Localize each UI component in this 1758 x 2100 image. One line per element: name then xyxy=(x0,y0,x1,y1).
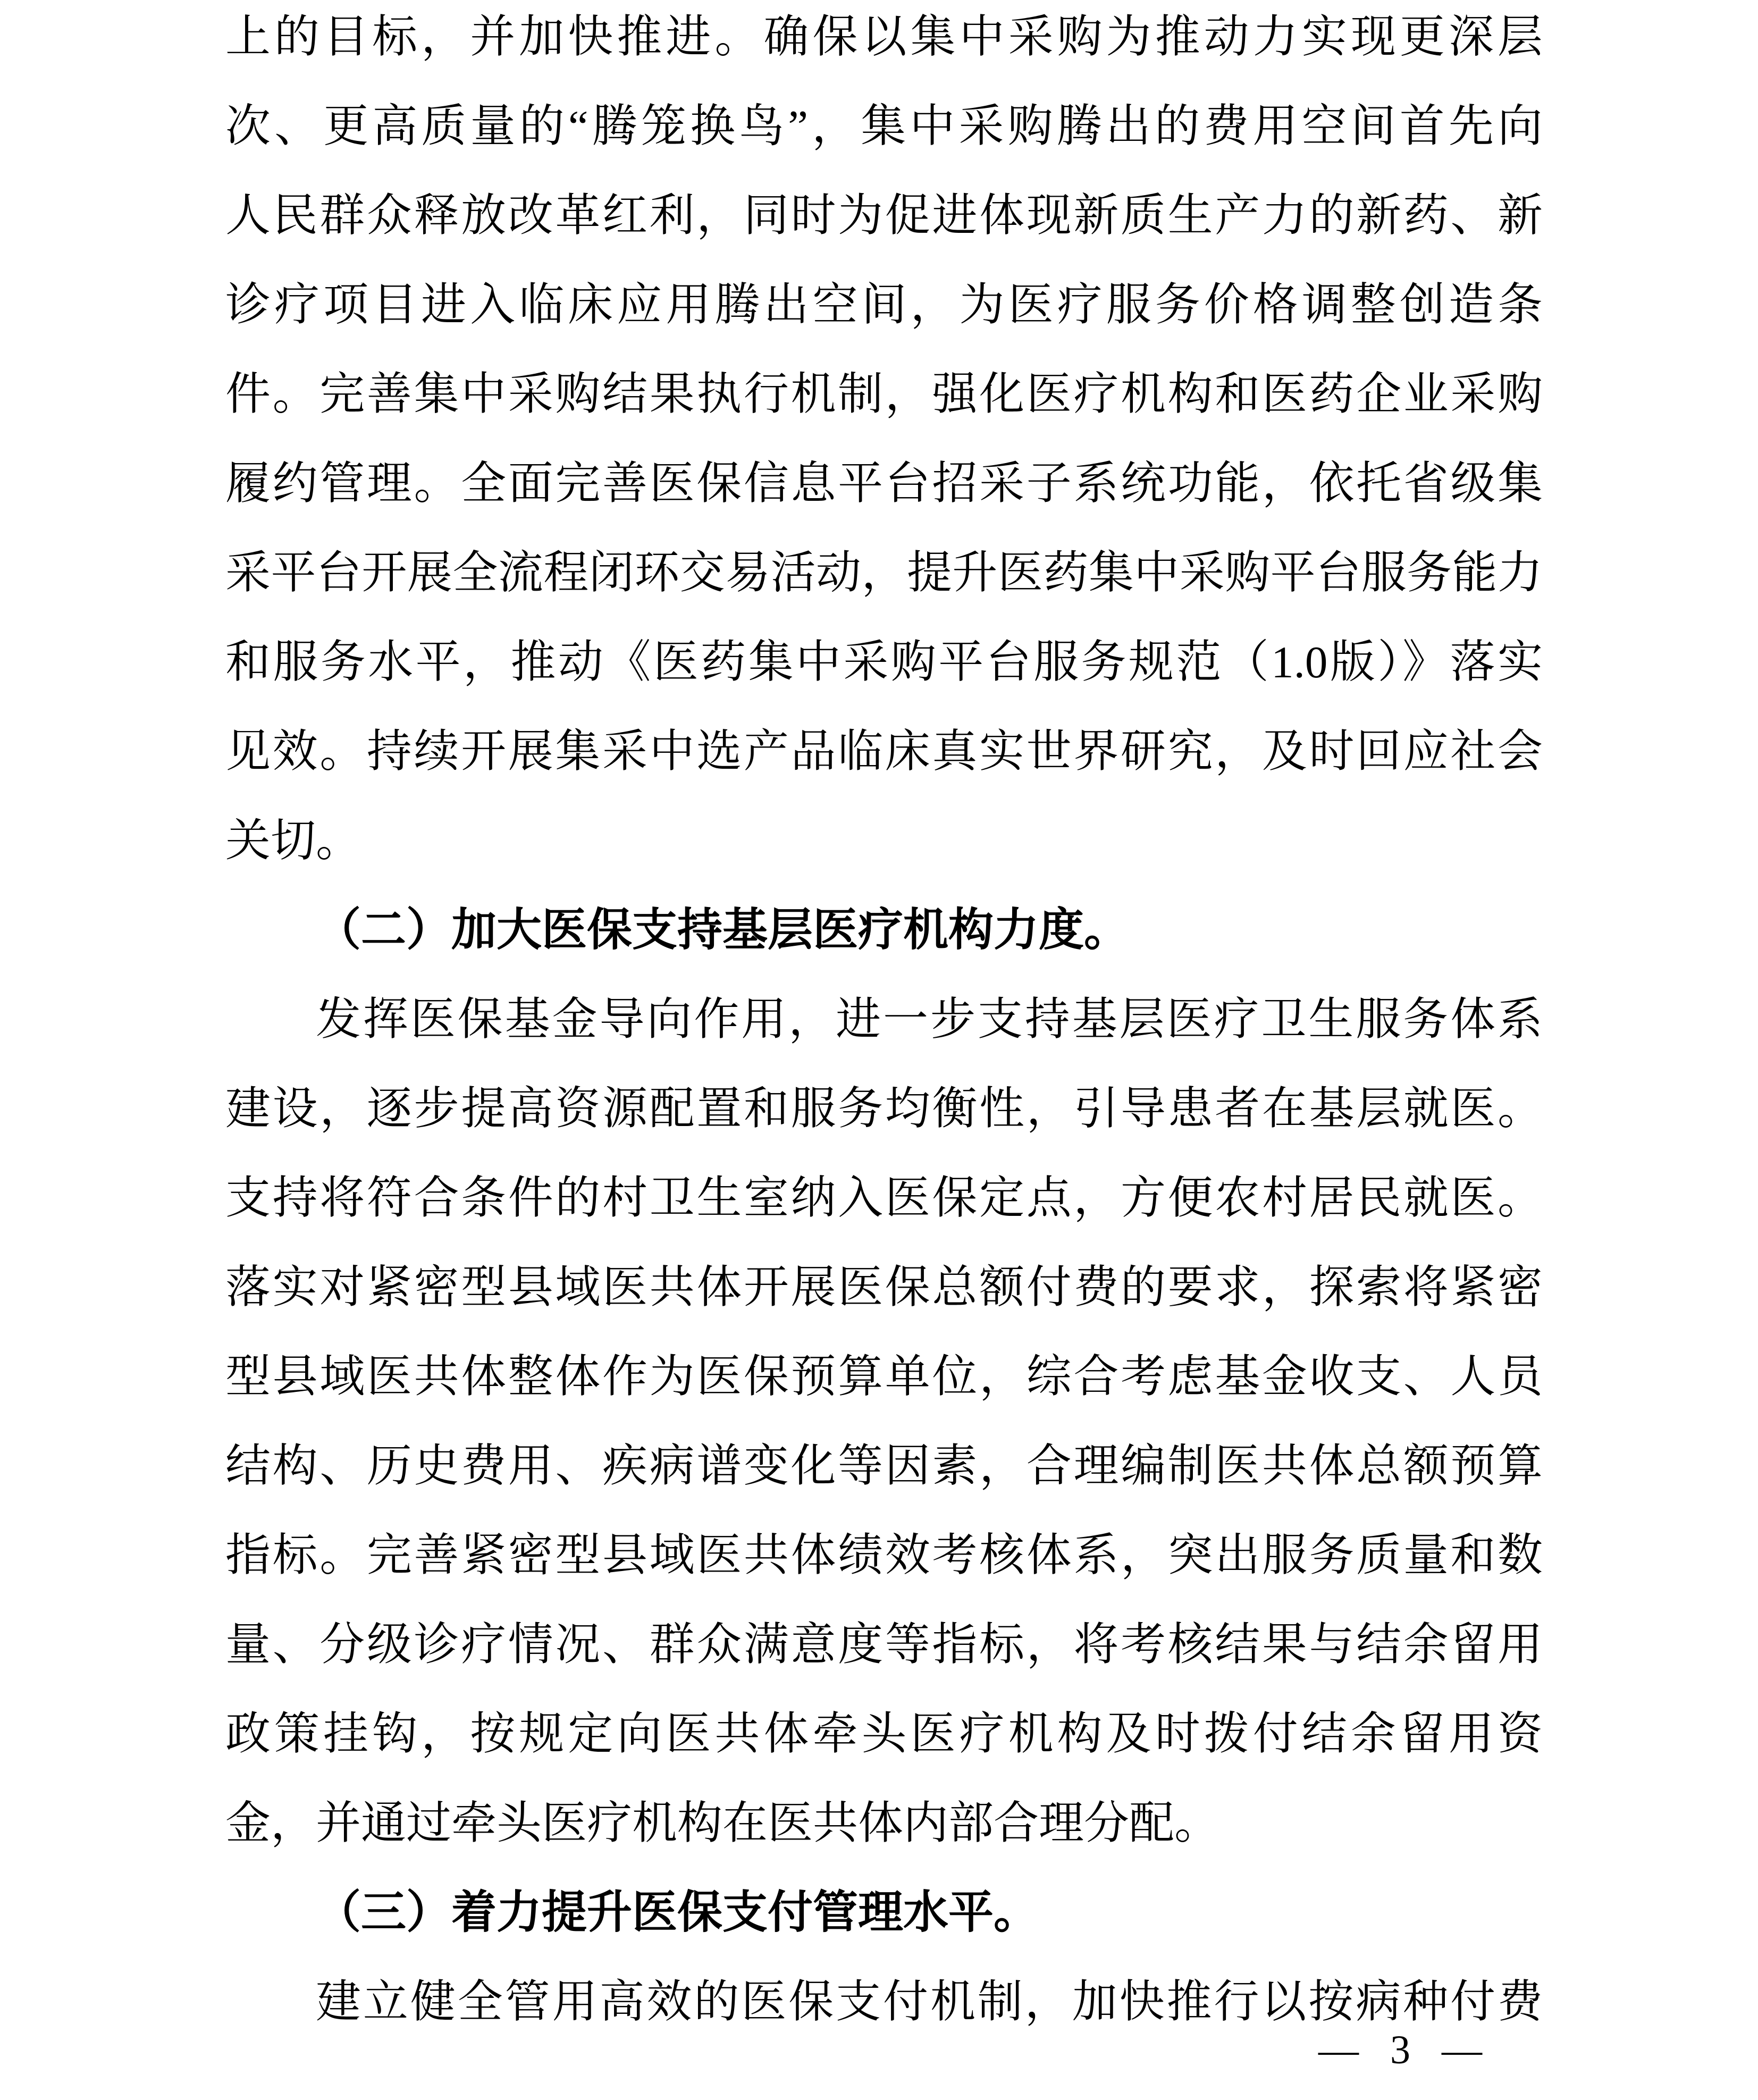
body-line: 落实对紧密型县域医共体开展医保总额付费的要求，探索将紧密 xyxy=(225,1263,1543,1313)
body-line: 履约管理。全面完善医保信息平台招采子系统功能，依托省级集 xyxy=(225,459,1543,509)
body-line: 诊疗项目进入临床应用腾出空间，为医疗服务价格调整创造条 xyxy=(225,280,1543,330)
body-line: 件。完善集中采购结果执行机制，强化医疗机构和医药企业采购 xyxy=(225,369,1543,419)
body-line: 上的目标，并加快推进。确保以集中采购为推动力实现更深层 xyxy=(225,12,1543,62)
body-line: 政策挂钩，按规定向医共体牵头医疗机构及时拨付结余留用资 xyxy=(225,1709,1543,1759)
body-line: 金，并通过牵头医疗机构在医共体内部合理分配。 xyxy=(225,1799,1220,1849)
body-line: 次、更高质量的“腾笼换鸟”，集中采购腾出的费用空间首先向 xyxy=(225,102,1543,152)
body-line: 关切。 xyxy=(225,816,361,866)
body-line: 见效。持续开展集采中选产品临床真实世界研究，及时回应社会 xyxy=(225,727,1543,777)
section-heading: （三）着力提升医保支付管理水平。 xyxy=(316,1888,1039,1938)
body-line: 型县域医共体整体作为医保预算单位，综合考虑基金收支、人员 xyxy=(225,1352,1543,1402)
body-line: 采平台开展全流程闭环交易活动，提升医药集中采购平台服务能力 xyxy=(225,548,1543,598)
body-line: 和服务水平，推动《医药集中采购平台服务规范（1.0版）》落实 xyxy=(225,637,1543,687)
body-line: 指标。完善紧密型县域医共体绩效考核体系，突出服务质量和数 xyxy=(225,1531,1543,1581)
text-block xyxy=(225,0,1543,2047)
body-line: 支持将符合条件的村卫生室纳入医保定点，方便农村居民就医。 xyxy=(225,1173,1543,1223)
body-line: 结构、历史费用、疾病谱变化等因素，合理编制医共体总额预算 xyxy=(225,1441,1543,1491)
body-line: 建设，逐步提高资源配置和服务均衡性，引导患者在基层就医。 xyxy=(225,1084,1543,1134)
section-heading: （二）加大医保支持基层医疗机构力度。 xyxy=(316,905,1130,955)
body-line: 发挥医保基金导向作用，进一步支持基层医疗卫生服务体系 xyxy=(316,995,1543,1045)
body-line: 人民群众释放改革红利，同时为促进体现新质生产力的新药、新 xyxy=(225,191,1543,241)
body-line: 建立健全管用高效的医保支付机制，加快推行以按病种付费 xyxy=(316,1977,1543,2027)
page-number: — 3 — xyxy=(1318,2028,1482,2072)
body-line: 量、分级诊疗情况、群众满意度等指标，将考核结果与结余留用 xyxy=(225,1620,1543,1670)
